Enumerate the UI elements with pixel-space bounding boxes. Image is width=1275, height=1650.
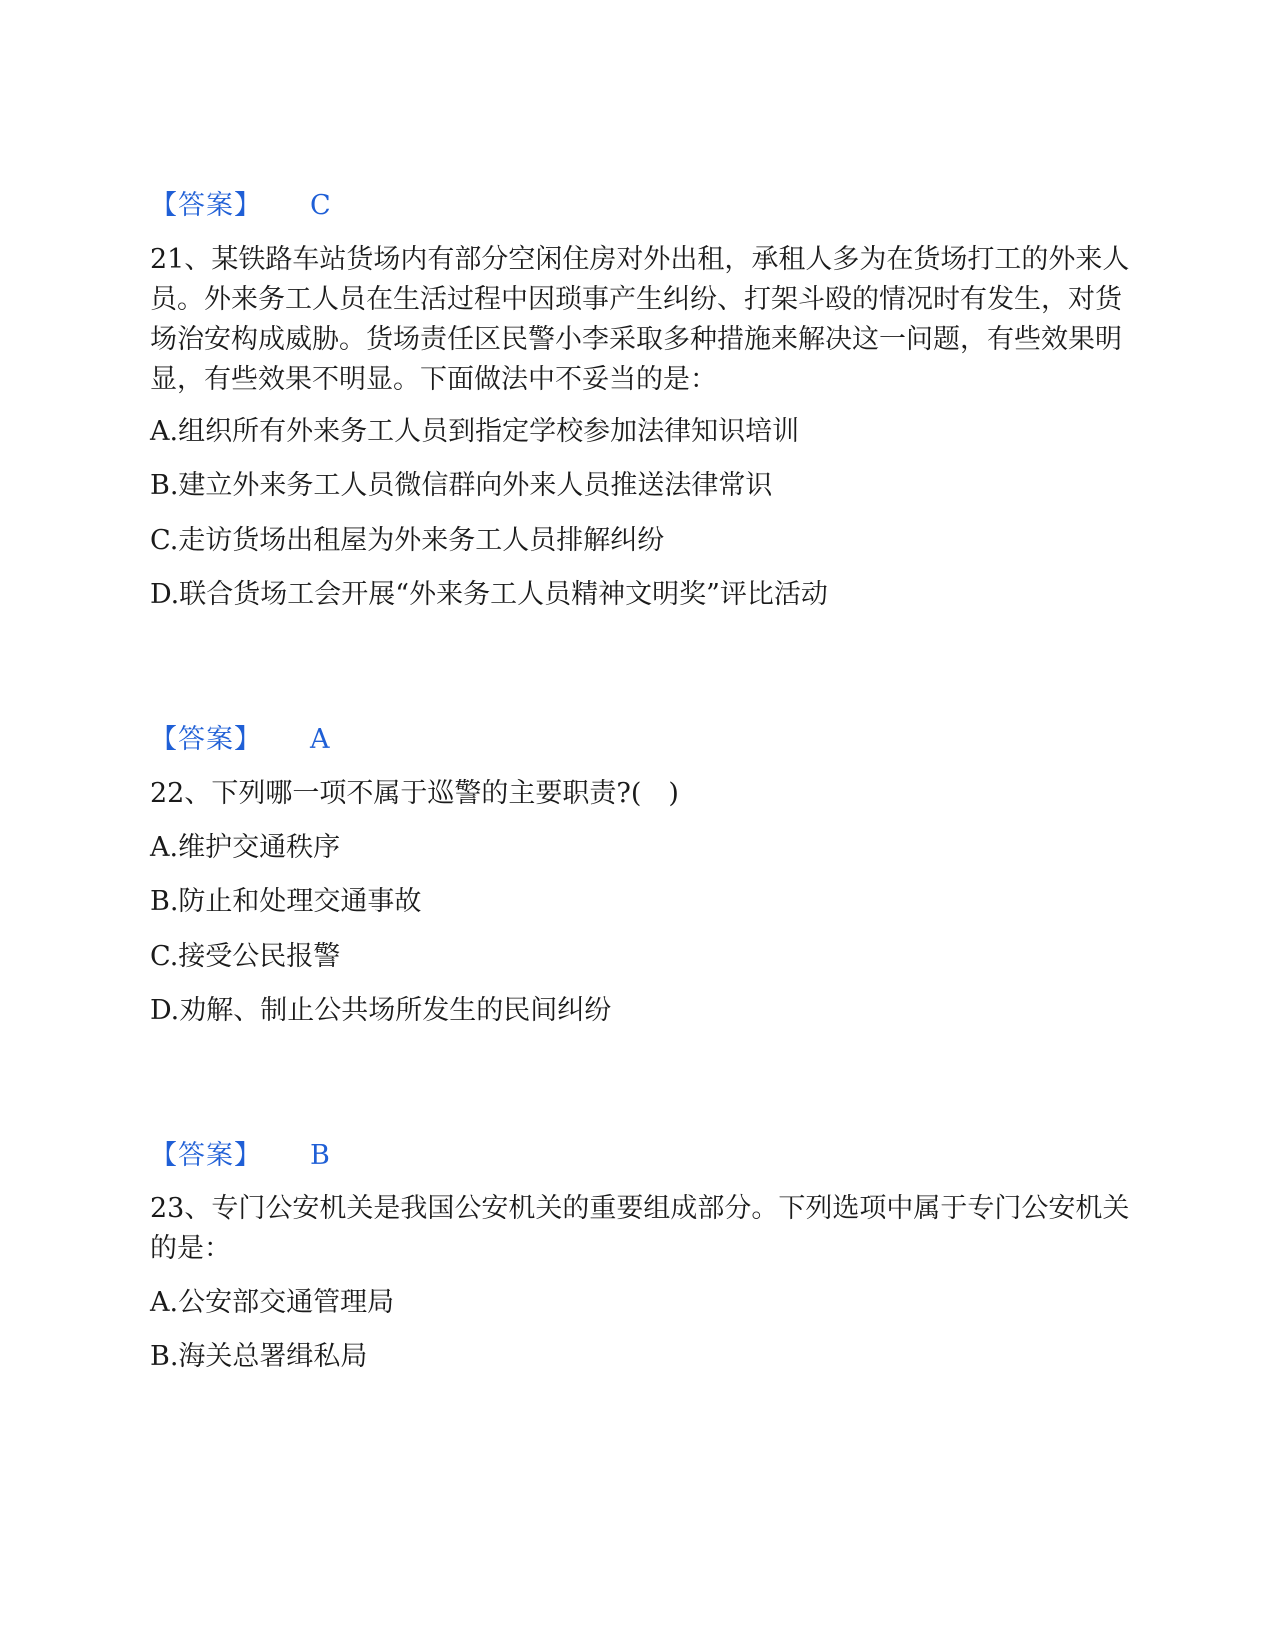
answer-label: 【答案】 xyxy=(150,724,262,755)
answer-line-q20 xyxy=(150,190,331,221)
question-21-option-d: D.联合货场工会开展“外来务工人员精神文明奖”评比活动 xyxy=(150,579,828,610)
question-21-option-b: B.建立外来务工人员微信群向外来人员推送法律常识 xyxy=(150,470,773,501)
answer-label: 【答案】 xyxy=(150,190,262,221)
question-22-option-a: A.维护交通秩序 xyxy=(150,832,341,863)
question-22-option-b: B.防止和处理交通事故 xyxy=(150,886,422,917)
answer-label: 【答案】 xyxy=(150,1140,262,1171)
question-21-text: 21、某铁路车站货场内有部分空闲住房对外出租，承租人多为在货场打工的外来人员。外来务工人员在生活过程中因琐事产生纠纷、打架斗殴的情况时有发生，对货场治安构成威胁。货场责任区民警小李采取多种措施来解决这一问题，有些效果明显，有些效果不明显。下面做法中不妥当的是： xyxy=(150,244,1130,395)
question-22-option-c: C.接受公民报警 xyxy=(150,941,341,972)
question-21-option-c: C.走访货场出租屋为外来务工人员排解纠纷 xyxy=(150,525,665,556)
answer-line-q21 xyxy=(150,724,330,755)
question-22-option-d: D.劝解、制止公共场所发生的民间纠纷 xyxy=(150,995,612,1026)
question-21-option-a: A.组织所有外来务工人员到指定学校参加法律知识培训 xyxy=(150,416,800,447)
answer-value: B xyxy=(310,1140,330,1171)
answer-value: A xyxy=(310,724,330,755)
answer-value: C xyxy=(310,190,331,221)
question-22-text: 22、下列哪一项不属于巡警的主要职责?( ) xyxy=(150,778,679,809)
question-23-option-b: B.海关总署缉私局 xyxy=(150,1341,368,1372)
question-23-option-a: A.公安部交通管理局 xyxy=(150,1287,395,1318)
answer-line-q22 xyxy=(150,1140,330,1171)
question-23-text: 23、专门公安机关是我国公安机关的重要组成部分。下列选项中属于专门公安机关的是： xyxy=(150,1193,1130,1264)
